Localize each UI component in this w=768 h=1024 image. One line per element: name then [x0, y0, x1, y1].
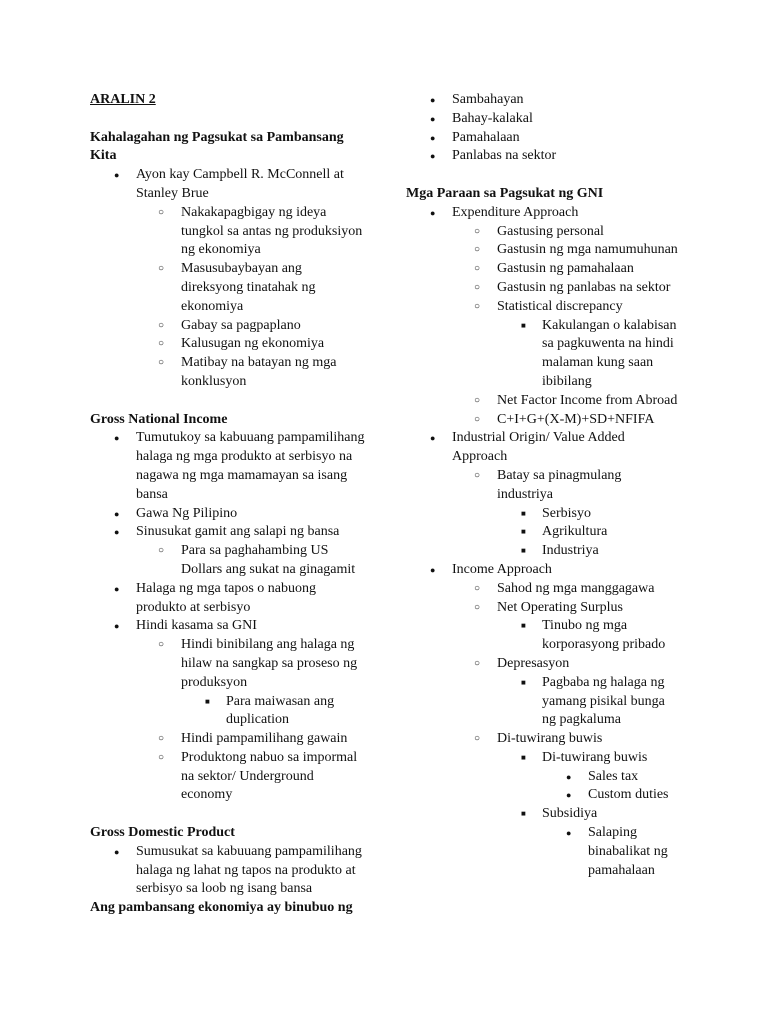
list-item: ○ Batay sa pinagmulang industriya	[474, 467, 622, 502]
square-bullet-icon: ■	[521, 809, 526, 819]
list-item: ○ Hindi pampamilihang gawain	[90, 730, 390, 749]
page-title: ARALIN 2	[90, 92, 156, 107]
list-item: ○ Produktong nabuo sa impormal na sektor/ Underground economy	[158, 749, 358, 803]
list-item: ● Income Approach	[406, 561, 706, 580]
list-item: ■ Industriya	[406, 542, 706, 561]
circle-bullet-icon: ○	[158, 338, 165, 350]
disc-bullet-icon: ●	[430, 151, 436, 162]
list-item	[406, 411, 706, 430]
disc-bullet-icon: ●	[114, 527, 120, 538]
list-item: ● Expenditure Approach	[406, 204, 706, 223]
circle-bullet-icon: ○	[158, 263, 165, 275]
list-item: ● Tumutukoy sa kabuuang pampamilihang halaga ng mga produkto at serbisyo na nagawa ng mga mamamayan sa isang bansa	[114, 430, 365, 502]
square-bullet-icon: ■	[521, 677, 526, 687]
list-item: ■ Para maiwasan ang duplication	[205, 693, 335, 728]
section-heading: Gross National Income	[90, 411, 228, 427]
list-item: ● Salaping binabalikat ng pamahalaan	[566, 825, 668, 878]
list-item: ■ Pagbaba ng halaga ng yamang pisikal bunga ng pagkaluma	[521, 674, 665, 728]
list-item: ○ Gastusing personal	[406, 223, 706, 242]
section-heading: Mga Paraan sa Pagsukat ng GNI	[406, 185, 604, 201]
circle-bullet-icon: ○	[158, 357, 165, 369]
list-item: ■ Tinubo ng mga korporasyong pribado	[521, 618, 666, 653]
formula: C+I+G+(X-M)+SD+NFIFA	[497, 411, 655, 427]
list-item: ○ Depresasyon	[406, 655, 706, 674]
list-item: ○ Para sa paghahambing US Dollars ang sukat na ginagamit	[158, 543, 356, 577]
circle-bullet-icon: ○	[474, 394, 481, 406]
disc-bullet-icon: ●	[114, 621, 120, 632]
circle-bullet-icon: ○	[474, 657, 481, 669]
list-item: ■ Serbisyo	[406, 505, 706, 524]
disc-bullet-icon: ●	[566, 828, 572, 839]
list-item: ○ Gastusin ng mga namumuhunan	[406, 241, 706, 260]
list-item: ● Sinusukat gamit ang salapi ng bansa	[90, 523, 390, 542]
list-item: ● Bahay-kalakal	[406, 110, 706, 129]
disc-bullet-icon: ●	[114, 433, 120, 444]
section-heading: Gross Domestic Product	[90, 825, 235, 841]
section-footer-heading: Ang pambansang ekonomiya ay binubuo ng	[90, 900, 353, 916]
list-item: ○ Statistical discrepancy	[406, 298, 706, 317]
square-bullet-icon: ■	[205, 696, 210, 706]
square-bullet-icon: ■	[521, 527, 526, 537]
list-item: ● Sambahayan	[406, 91, 706, 110]
list-item: ■ Agrikultura	[406, 523, 706, 542]
list-item: ○ Kalusugan ng ekonomiya	[90, 335, 390, 354]
list-item: ● Industrial Origin/ Value Added Approach	[430, 430, 625, 465]
circle-bullet-icon: ○	[474, 281, 481, 293]
list-item: ● Sumusukat sa kabuuang pampamilihang halaga ng lahat ng tapos na produkto at serbisyo sa loob ng isang bansa	[114, 843, 362, 897]
left-column	[90, 91, 390, 918]
list-item: ○ Gabay sa pagpaplano	[90, 317, 390, 336]
circle-bullet-icon: ○	[474, 300, 481, 312]
list-item: ○ Sahod ng mga manggagawa	[406, 580, 706, 599]
circle-bullet-icon: ○	[158, 639, 165, 651]
circle-bullet-icon: ○	[474, 244, 481, 256]
disc-bullet-icon: ●	[114, 846, 120, 857]
circle-bullet-icon: ○	[158, 733, 165, 745]
disc-bullet-icon: ●	[430, 207, 436, 218]
circle-bullet-icon: ○	[158, 545, 165, 557]
list-item: ○ Matibay na batayan ng mga konklusyon	[158, 355, 337, 389]
list-item: ○ Net Operating Surplus	[406, 599, 706, 618]
list-item: ○ Net Factor Income from Abroad	[406, 392, 706, 411]
list-item: ○ Di-tuwirang buwis	[406, 730, 706, 749]
list-item: ■ Di-tuwirang buwis	[406, 749, 706, 768]
disc-bullet-icon: ●	[430, 95, 436, 105]
circle-bullet-icon: ○	[158, 206, 165, 218]
list-item: ● Hindi kasama sa GNI	[90, 617, 390, 636]
circle-bullet-icon: ○	[474, 413, 481, 425]
list-item: ● Pamahalaan	[406, 129, 706, 148]
circle-bullet-icon: ○	[474, 263, 481, 275]
disc-bullet-icon: ●	[430, 113, 436, 124]
disc-bullet-icon: ●	[430, 433, 436, 444]
square-bullet-icon: ■	[521, 546, 526, 556]
section-heading-cont: Kita	[90, 148, 117, 164]
disc-bullet-icon: ●	[114, 583, 120, 594]
list-item: ○ Masusubaybayan ang direksyong tinatahak ng ekonomiya	[158, 261, 316, 314]
list-item: ■ Subsidiya	[406, 805, 706, 824]
right-column	[406, 91, 706, 880]
list-item: ○ Gastusin ng pamahalaan	[406, 260, 706, 279]
circle-bullet-icon: ○	[474, 601, 481, 613]
disc-bullet-icon: ●	[114, 508, 120, 519]
disc-bullet-icon: ●	[566, 771, 572, 782]
list-item: ● Gawa Ng Pilipino	[90, 505, 390, 524]
circle-bullet-icon: ○	[474, 582, 481, 594]
square-bullet-icon: ■	[521, 320, 526, 330]
list-item: ● Sales tax	[406, 768, 706, 787]
square-bullet-icon: ■	[521, 621, 526, 631]
circle-bullet-icon: ○	[158, 751, 165, 763]
circle-bullet-icon: ○	[474, 733, 481, 745]
section-heading: Kahalagahan ng Pagsukat sa Pambansang	[90, 129, 344, 145]
disc-bullet-icon: ●	[430, 564, 436, 575]
circle-bullet-icon: ○	[474, 225, 481, 237]
square-bullet-icon: ■	[521, 752, 526, 762]
disc-bullet-icon: ●	[566, 790, 572, 801]
square-bullet-icon: ■	[521, 508, 526, 518]
disc-bullet-icon: ●	[114, 170, 120, 181]
list-item: ■ Kakulangan o kalabisan sa pagkuwenta na hindi malaman kung saan ibibilang	[521, 317, 677, 389]
list-item: ● Halaga ng mga tapos o nabuong produkto at serbisyo	[114, 580, 317, 615]
disc-bullet-icon: ●	[430, 132, 436, 143]
list-item: ● Custom duties	[406, 786, 706, 805]
list-item: ● Panlabas na sektor	[406, 147, 706, 166]
list-item: ● Ayon kay Campbell R. McConnell at Stanley Brue	[114, 167, 344, 201]
list-item: ○ Hindi binibilang ang halaga ng hilaw na sangkap sa proseso ng produksyon	[158, 637, 358, 690]
circle-bullet-icon: ○	[158, 319, 165, 331]
list-item: ○ Gastusin ng panlabas na sektor	[406, 279, 706, 298]
circle-bullet-icon: ○	[474, 469, 481, 481]
list-item: ○ Nakakapagbigay ng ideya tungkol sa antas ng produksiyon ng ekonomiya	[158, 204, 363, 258]
